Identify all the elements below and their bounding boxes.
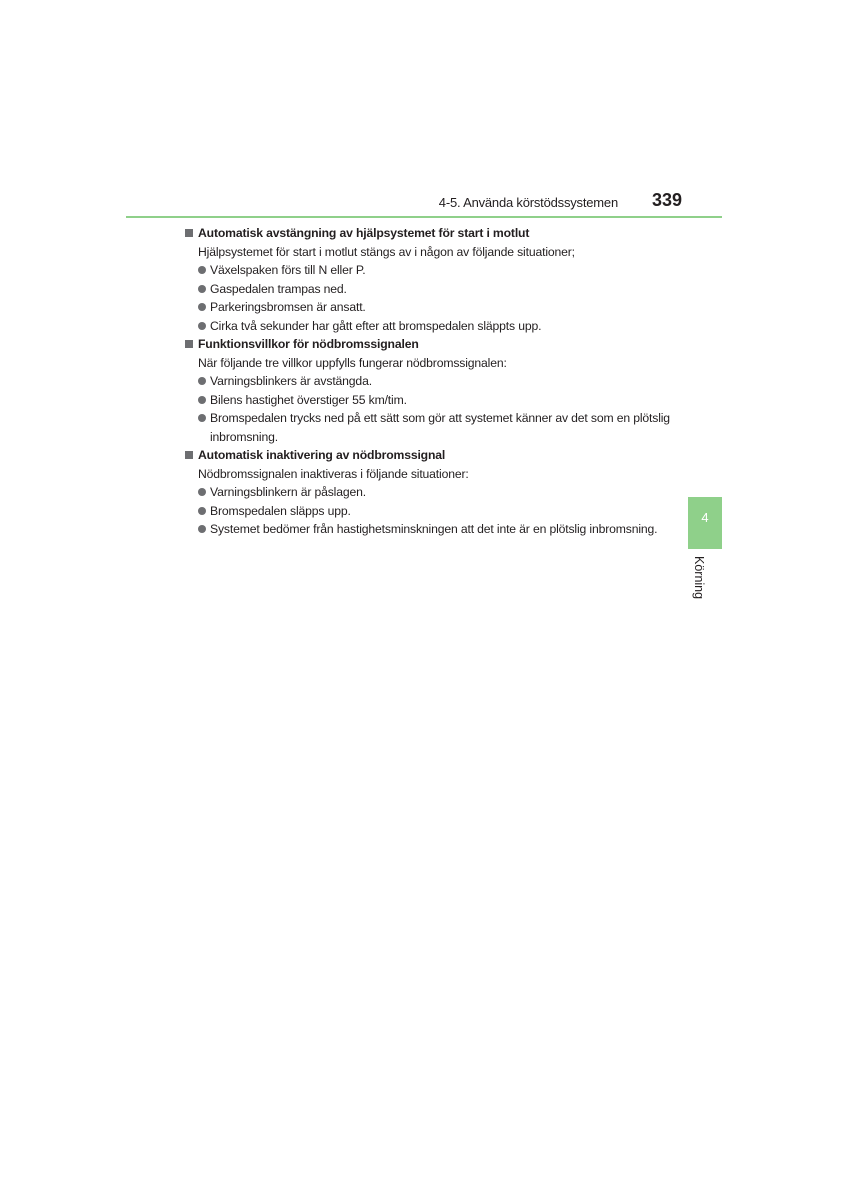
- list-item: [198, 280, 684, 299]
- chapter-number: 4: [701, 510, 709, 525]
- section-emergency-brake-deactivation: [184, 446, 684, 539]
- circle-bullet-icon: [198, 285, 206, 293]
- list-item: [198, 261, 684, 280]
- chapter-tab: [688, 497, 722, 549]
- section-heading-text: Automatisk inaktivering av nödbromssignal: [198, 448, 446, 462]
- list-item-text: Varningsblinkern är påslagen.: [210, 485, 366, 499]
- list-item: [198, 391, 684, 410]
- circle-bullet-icon: [198, 377, 206, 385]
- list-item-text: Varningsblinkers är avstängda.: [210, 374, 372, 388]
- circle-bullet-icon: [198, 303, 206, 311]
- section-heading: [184, 446, 684, 465]
- circle-bullet-icon: [198, 525, 206, 533]
- list-item-text: Växelspaken förs till N eller P.: [210, 263, 366, 277]
- bullet-list: [184, 261, 684, 335]
- list-item: [198, 520, 684, 539]
- section-hill-start-cancel: [184, 224, 684, 335]
- list-item-text: Gaspedalen trampas ned.: [210, 281, 347, 296]
- list-item-text: Bromspedalen släpps upp.: [210, 503, 351, 518]
- circle-bullet-icon: [198, 322, 206, 330]
- section-emergency-brake-conditions: [184, 335, 684, 446]
- circle-bullet-icon: [198, 396, 206, 404]
- list-item-text: Bromspedalen trycks ned på ett sätt som gör att systemet känner av det som en plötslig inbromsning.: [210, 411, 670, 444]
- section-heading-text: Funktionsvillkor för nödbromssignalen: [198, 337, 419, 351]
- section-intro: Nödbromssignalen inaktiveras i följande situationer:: [198, 466, 469, 481]
- square-bullet-icon: [185, 340, 193, 348]
- circle-bullet-icon: [198, 266, 206, 274]
- list-item: [198, 372, 684, 391]
- list-item-text: Systemet bedömer från hastighetsminskningen att det inte är en plötslig inbromsning.: [210, 522, 658, 536]
- square-bullet-icon: [185, 451, 193, 459]
- bullet-list: [184, 372, 684, 446]
- section-heading-text: Automatisk avstängning av hjälpsystemet för start i motlut: [198, 226, 530, 240]
- circle-bullet-icon: [198, 507, 206, 515]
- chapter-label: Körning: [692, 556, 706, 600]
- page-content: [184, 224, 684, 539]
- page-number: 339: [651, 190, 682, 210]
- header-divider: [126, 216, 722, 218]
- circle-bullet-icon: [198, 488, 206, 496]
- list-item-text: Bilens hastighet överstiger 55 km/tim.: [210, 392, 407, 407]
- circle-bullet-icon: [198, 414, 206, 422]
- page-header: [126, 186, 722, 218]
- list-item-text: Parkeringsbromsen är ansatt.: [210, 300, 366, 314]
- section-heading: [184, 335, 684, 354]
- section-title: 4-5. Använda körstödssystemen: [438, 195, 618, 210]
- section-heading: [184, 224, 684, 243]
- list-item: [198, 483, 684, 502]
- square-bullet-icon: [185, 229, 193, 237]
- section-intro: Hjälpsystemet för start i motlut stängs av i någon av följande situationer;: [198, 244, 575, 259]
- list-item-text: Cirka två sekunder har gått efter att bromspedalen släppts upp.: [210, 318, 542, 333]
- list-item: [198, 409, 684, 446]
- bullet-list: [184, 483, 684, 539]
- section-intro: När följande tre villkor uppfylls fungerar nödbromssignalen:: [198, 355, 507, 370]
- list-item: [198, 298, 684, 317]
- list-item: [198, 317, 684, 336]
- list-item: [198, 502, 684, 521]
